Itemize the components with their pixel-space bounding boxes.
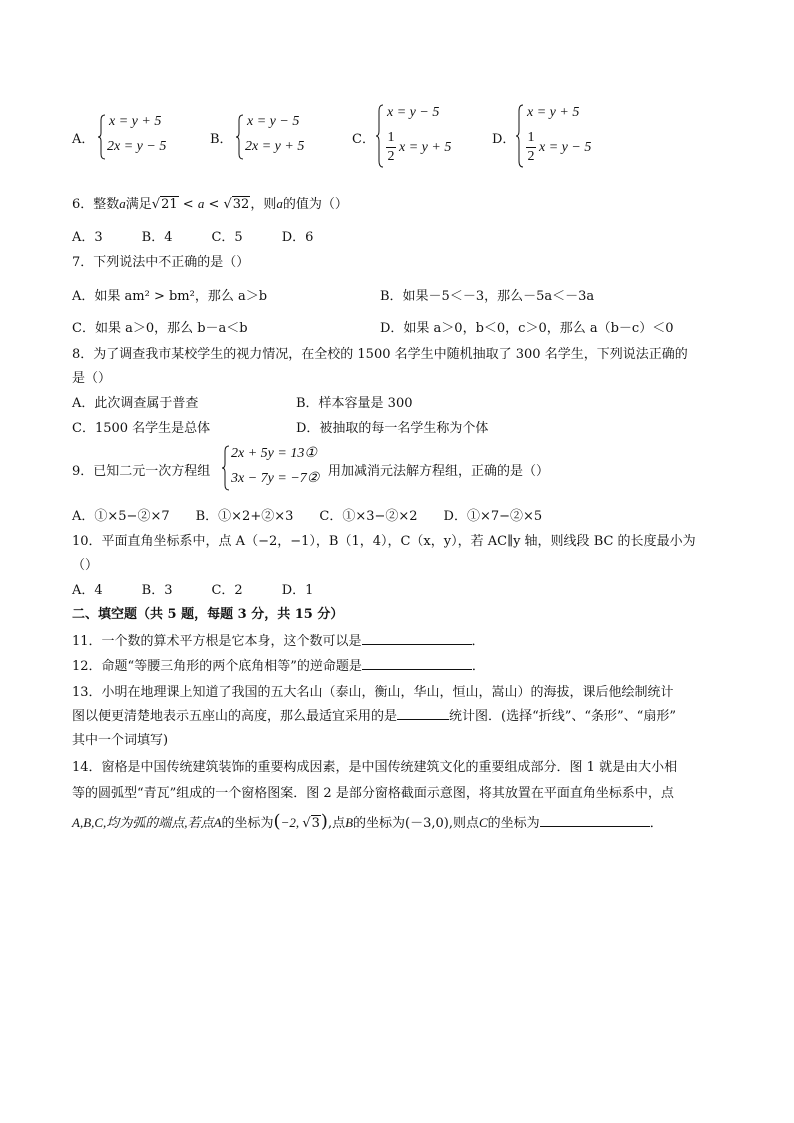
sqrt-3: 3 — [311, 816, 320, 831]
q5-c-eq1: x = y − 5 — [387, 105, 440, 120]
brace-icon — [376, 104, 384, 168]
q5-a-eq1: x = y + 5 — [109, 114, 162, 129]
q14-text: A,B,C,均为弧的端点,若点 — [72, 815, 214, 830]
q6-stem: 6．整数a满足√21 < a < √32，则a的值为（） — [72, 196, 348, 212]
q9-system — [222, 445, 332, 493]
q12-end: ． — [471, 659, 485, 674]
sqrt-32: 32 — [232, 197, 250, 212]
q8-option-c: C．1500 名学生是总体 — [72, 421, 211, 436]
less-than: < — [204, 197, 224, 212]
q6-options: A．3 B．4 C．5 D．6 — [72, 230, 314, 245]
var-a: a — [276, 196, 283, 211]
q6-text: 的值为（） — [282, 197, 348, 212]
var-A: A — [213, 815, 222, 830]
q14-line3: A,B,C,均为弧的端点,若点A的坐标为(−2, √3),点B的坐标为(－3,0),则点C的坐标为 ． — [72, 811, 663, 832]
fraction-denominator: 2 — [527, 149, 535, 164]
q13-line2 — [72, 705, 676, 724]
q5-option-a-label: A． — [72, 132, 95, 147]
q12-text: 12．命题“等腰三角形的两个底角相等”的逆命题是 — [72, 659, 362, 674]
var-a: a — [197, 196, 205, 211]
brace-icon — [236, 114, 244, 160]
q5-a-eq2: 2x = y − 5 — [107, 139, 167, 154]
q5-d-eq1: x = y + 5 — [527, 105, 580, 120]
q10-options: A．4 B．3 C．2 D．1 — [72, 583, 314, 598]
q14-text: 的坐标为(－3,0),则点 — [353, 816, 479, 831]
q5-d-fraction — [526, 130, 536, 165]
q9-eq2: 3x − 7y = −7② — [231, 471, 320, 486]
q6-text: ，则 — [250, 197, 277, 212]
q8-option-d: D．被抽取的每一名学生称为个体 — [296, 421, 489, 436]
q11 — [72, 630, 485, 649]
q12 — [72, 655, 485, 674]
q10-stem-line2: （） — [72, 558, 99, 573]
q13-line1: 13．小明在地理课上知道了我国的五大名山（泰山，衡山，华山，恒山，嵩山）的海拔，课后他绘制统计 — [72, 685, 674, 700]
answer-blank[interactable] — [362, 669, 472, 670]
q7-option-d: D．如果 a＞0，b＜0，c＞0，那么 a（b－c）＜0 — [380, 321, 674, 336]
q14-text: 的坐标为 — [487, 816, 540, 831]
q14-text: ,点 — [327, 816, 346, 831]
less-than: < — [178, 197, 198, 212]
q5-option-c-system — [376, 104, 476, 170]
q5-b-eq1: x = y − 5 — [247, 114, 300, 129]
brace-icon — [516, 104, 524, 168]
q9-eq1: 2x + 5y = 13① — [231, 446, 317, 461]
q8-stem-line1: 8．为了调查我市某校学生的视力情况，在全校的 1500 名学生中随机抽取了 300 名学生，下列说法正确的 — [72, 347, 688, 362]
q6-text: 6．整数 — [72, 197, 120, 212]
q10-stem-line1: 10．平面直角坐标系中，点 A（−2，−1），B（1，4），C（x，y），若 AC∥y 轴，则线段 BC 的长度最小为 — [72, 534, 696, 549]
coord-x: −2, — [280, 815, 303, 830]
q5-option-b-label: B． — [210, 132, 233, 147]
fraction-denominator: 2 — [387, 149, 395, 164]
q14-text: 的坐标为 — [221, 816, 274, 831]
answer-blank[interactable] — [540, 826, 650, 827]
var-a: a — [119, 196, 126, 211]
q5-option-b-system — [236, 114, 326, 162]
q7-option-b: B．如果－5＜－3，那么－5a＜－3a — [380, 289, 595, 304]
q8-stem-line2: 是（） — [72, 371, 112, 386]
q14-line2: 等的圆弧型“青瓦”组成的一个窗格图案．图 2 是部分窗格截面示意图，将其放置在平面直角坐标系中，点 — [72, 786, 674, 801]
q9-stem-pre: 9．已知二元一次方程组 — [72, 464, 211, 479]
var-C: C — [479, 815, 488, 830]
paren-close: ) — [320, 811, 328, 832]
q8-option-b: B．样本容量是 300 — [296, 396, 413, 411]
q5-option-c-label: C． — [352, 132, 375, 147]
q5-c-eq2: x = y + 5 — [399, 140, 452, 155]
q5-b-eq2: 2x = y + 5 — [245, 139, 305, 154]
answer-blank[interactable] — [397, 719, 449, 720]
q13-line3: 其中一个词填写) — [72, 733, 169, 748]
sqrt-21: 21 — [161, 197, 178, 212]
brace-icon — [98, 114, 106, 160]
q5-c-fraction — [386, 130, 396, 165]
fraction-numerator: 1 — [387, 130, 395, 145]
q11-text: 11．一个数的算术平方根是它本身，这个数可以是 — [72, 634, 362, 649]
q13-text: 图以便更清楚地表示五座山的高度，那么最适宜采用的是 — [72, 709, 398, 724]
q5-option-a-system — [98, 114, 188, 162]
brace-icon — [222, 445, 230, 491]
answer-blank[interactable] — [362, 644, 472, 645]
q5-d-eq2: x = y − 5 — [539, 140, 592, 155]
q9-stem-post: 用加减消元法解方程组，正确的是（） — [328, 464, 550, 479]
q7-stem: 7．下列说法中不正确的是（） — [72, 255, 250, 270]
q5-option-d-system — [516, 104, 616, 170]
q11-end: ． — [471, 634, 485, 649]
q5-option-d-label: D． — [492, 132, 516, 147]
fraction-numerator: 1 — [527, 130, 535, 145]
paren-open: ( — [273, 811, 281, 832]
q7-option-c: C．如果 a＞0，那么 b－a＜b — [72, 321, 248, 336]
var-B: B — [345, 815, 354, 830]
q9-options: A．①×5−②×7 B．①×2+②×3 C．①×3−②×2 D．①×7−②×5 — [72, 509, 543, 524]
q13-text: 统计图．(选择“折线”、“条形”、“扇形” — [449, 709, 676, 724]
q6-text: 满足 — [125, 197, 152, 212]
q14-end: ． — [649, 816, 663, 831]
q7-option-a: A．如果 am² > bm²，那么 a＞b — [72, 289, 268, 304]
section-title: 二、填空题（共 5 题，每题 3 分，共 15 分） — [72, 607, 344, 622]
q14-line1: 14．窗格是中国传统建筑装饰的重要构成因素，是中国传统建筑文化的重要组成部分．图 1 就是由大小相 — [72, 760, 678, 775]
q8-option-a: A．此次调查属于普查 — [72, 396, 199, 411]
